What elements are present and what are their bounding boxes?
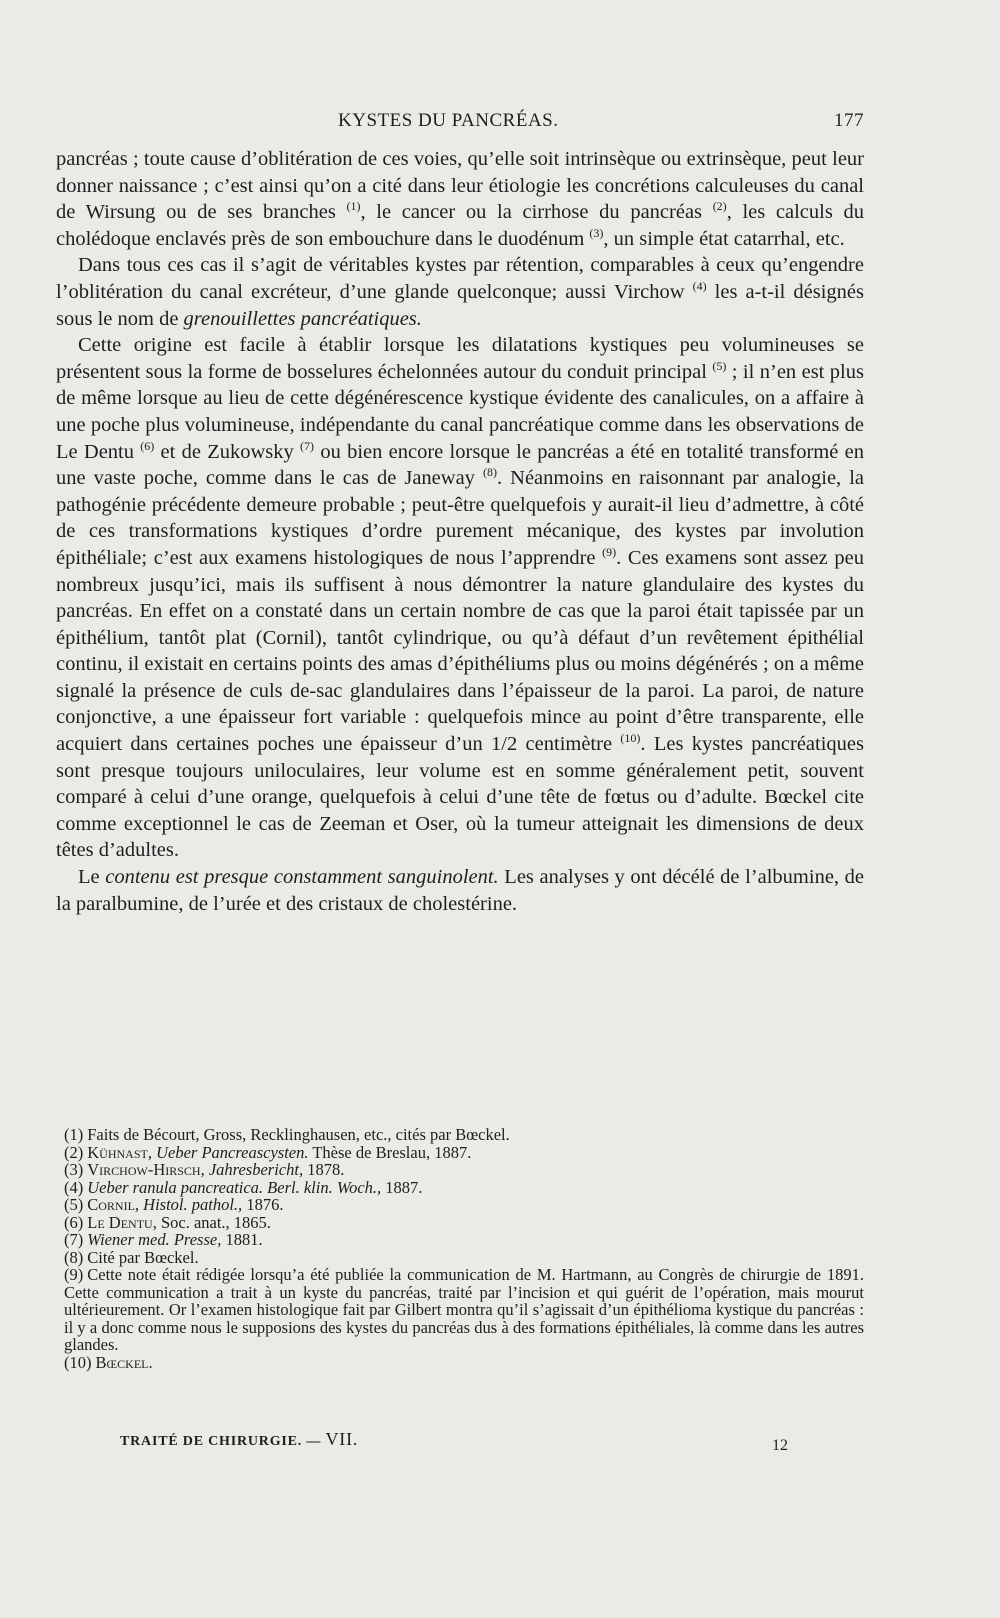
signature-text: TRAITÉ DE CHIRURGIE. — <box>120 1434 322 1449</box>
footnote-ref-5: (5) <box>712 358 727 373</box>
footnote-ref-8: (8) <box>482 465 497 480</box>
footnote <box>56 1161 864 1179</box>
main-text <box>56 146 864 917</box>
footnote <box>56 1196 864 1214</box>
footnote <box>56 1179 864 1197</box>
footnote-mark: (8) <box>64 1247 84 1267</box>
text-run: Les analyses y ont décélé de l’albumine, de la paralbumine, de l’urée et des cristaux de cholestérine. <box>56 866 864 915</box>
footnote-text: 1887. <box>385 1177 423 1197</box>
footnote <box>56 1249 864 1267</box>
paragraph-4 <box>56 864 864 917</box>
footnote-ref-3: (3) <box>589 225 604 240</box>
footnote-title: Histol. pathol., <box>143 1195 243 1214</box>
footnote-ref-10: (10) <box>620 731 641 746</box>
volume-number: VII. <box>325 1429 359 1449</box>
footnote-ref-4: (4) <box>692 279 707 294</box>
signature-line <box>120 1429 358 1450</box>
footnote-title: Ueber Pancreascysten. <box>156 1142 309 1162</box>
footnote-mark: (9) <box>64 1265 84 1284</box>
footnote <box>56 1214 864 1232</box>
text-run: pancréas ; toute cause d’oblitération de ces voies, qu’elle soit intrinsèque ou extrinsèque, peut leur donner naissance ; c’est ainsi qu’on a cité dans leur étiologie les concrétions calculeuses du canal de Wirsung ou de ses branches <box>56 148 864 224</box>
footnote-mark: (7) <box>64 1230 84 1249</box>
text-run: ; il n’en est plus de même lorsque au lieu de cette dégénérescence kystique évidente des canalicules, on a affaire à une poche plus volumineuse, indépendante du canal pancréatique comme dans les observations de Le Dentu <box>56 360 864 463</box>
text-run: , les calculs du cholédoque enclavés près de son embouchure dans le duodénum <box>56 201 864 250</box>
footnote-author: Le Dentu, <box>87 1212 157 1232</box>
footnote-author: Cornil, <box>87 1195 140 1214</box>
sheet-number: 12 <box>772 1437 788 1454</box>
text-run: , un simple état catarrhal, etc. <box>603 227 845 250</box>
footnote-mark: (6) <box>64 1212 84 1232</box>
footnote-text: Soc. anat., 1865. <box>160 1212 271 1232</box>
footnote-ref-2: (2) <box>712 199 727 214</box>
footnote-ref-9: (9) <box>602 545 617 560</box>
text-run: ou bien encore lorsque le pancréas a été en totalité transformé en une vaste poche, comme dans le cas de Janeway <box>56 440 864 490</box>
footnote-mark: (4) <box>64 1177 84 1197</box>
footnote-text: Thèse de Breslau, 1887. <box>312 1142 472 1162</box>
footnote <box>56 1231 864 1249</box>
footnote-text: 1881. <box>225 1230 263 1249</box>
footnote <box>56 1354 864 1372</box>
footnote-mark: (2) <box>64 1142 84 1162</box>
footnote-author: Bœckel. <box>95 1352 153 1372</box>
footnote-title: Wiener med. Presse, <box>87 1230 222 1249</box>
footnote-mark: (3) <box>64 1160 84 1179</box>
footnote <box>56 1144 864 1162</box>
paragraph-1 <box>56 146 864 252</box>
page-number: 177 <box>834 110 864 131</box>
text-run: Cette origine est facile à établir lorsque les dilatations kystiques peu volumineuses se présentent sous la forme de bosselures échelonnées autour du conduit principal <box>56 334 864 383</box>
footnote-mark: (5) <box>64 1195 84 1214</box>
footnote-title: Jahresbericht, <box>208 1160 304 1179</box>
footnote <box>56 1266 864 1354</box>
text-run: . Les kystes pancréatiques sont presque toujours uniloculaires, leur volume est en somme généralement petit, souvent comparé à celui d’une orange, quelquefois à celui d’une tête de fœtus ou d’adulte. Bœckel cite comme exceptionnel le cas de Zeeman et Oser, où la tumeur atteignait les dimensions de deux têtes d’adultes. <box>56 733 864 862</box>
text-run: Le <box>78 866 106 889</box>
text-run: . Ces examens sont assez peu nombreux jusqu’ici, mais ils suffisent à nous démontrer la nature glandulaire des kystes du pancréas. En effet on a constaté dans un certain nombre de cas que la paroi était tapissée par un épithélium, tantôt plat (Cornil), tantôt cylindrique, ou qu’à défaut d’un revêtement épithélial continu, il existait en certains points des amas d’épithéliums plus ou moins dégénérés ; on a même signalé la présence de culs de-sac glandulaires dans l’épaisseur de la paroi. La paroi, de nature conjonctive, a une épaisseur fort variable : quelquefois mince au point d’être transparente, elle acquiert dans certaines poches une épaisseur d’un 1/2 centimètre <box>56 546 864 756</box>
paragraph-2 <box>56 252 864 332</box>
footnote <box>56 1126 864 1144</box>
text-run: et de Zukowsky <box>154 440 301 463</box>
text-run: . Néanmoins en raisonnant par analogie, la pathogénie précédente demeure probable ; peut-être quelquefois y aurait-il lieu d’admettre, à côté de ces transformations kystiques d’ordre purement mécanique, des kystes par involution épithéliale; c’est aux examens histologiques de nous l’apprendre <box>56 467 864 569</box>
text-run: les a-t-il désignés sous le nom de <box>56 280 864 330</box>
footnote-mark: (1) <box>64 1125 84 1144</box>
footnote-text: Faits de Bécourt, Gross, Recklinghausen, etc., cités par Bœckel. <box>87 1125 510 1144</box>
footnote-ref-7: (7) <box>300 438 315 453</box>
text-run: Dans tous ces cas il s’agit de véritables kystes par rétention, comparables à ceux qu’engendre l’oblitération du canal excréteur, d’une glande quelconque; aussi Virchow <box>56 254 864 303</box>
footnote-ref-1: (1) <box>346 199 361 214</box>
italic-phrase: contenu est presque constamment sanguinolent. <box>105 866 499 889</box>
footnote-title: Ueber ranula pancreatica. Berl. klin. Woch., <box>87 1177 382 1197</box>
footnote-author: Kühnast, <box>87 1142 152 1162</box>
footnote-mark: (10) <box>64 1352 92 1372</box>
paragraph-3 <box>56 332 864 864</box>
running-title: KYSTES DU PANCRÉAS. <box>338 110 559 131</box>
footnotes <box>56 1126 864 1371</box>
footnote-text: 1878. <box>307 1160 345 1179</box>
text-run: , le cancer ou la cirrhose du pancréas <box>360 201 713 224</box>
italic-term: grenouillettes pancréatiques. <box>183 307 422 330</box>
footnote-text: 1876. <box>246 1195 284 1214</box>
footnote-ref-6: (6) <box>140 438 155 453</box>
footnote-author: Virchow-Hirsch, <box>87 1160 205 1179</box>
footnote-text: Cité par Bœckel. <box>87 1247 199 1267</box>
footnote-text: Cette note était rédigée lorsqu’a été publiée la communication de M. Hartmann, au Congrès de chirurgie de 1891. Cette communication a trait à un kyste du pancréas, traité par l’incision et qui guérit de l’opération, mais mourut ultérieurement. Or l’examen histologique fait par Gilbert montra qu’il s’agissait d’un épithélioma kystique du pancréas : il y a donc comme nous le supposions des kystes du pancréas dus à des formations épithéliales, là comme dans les autres glandes. <box>64 1265 864 1354</box>
